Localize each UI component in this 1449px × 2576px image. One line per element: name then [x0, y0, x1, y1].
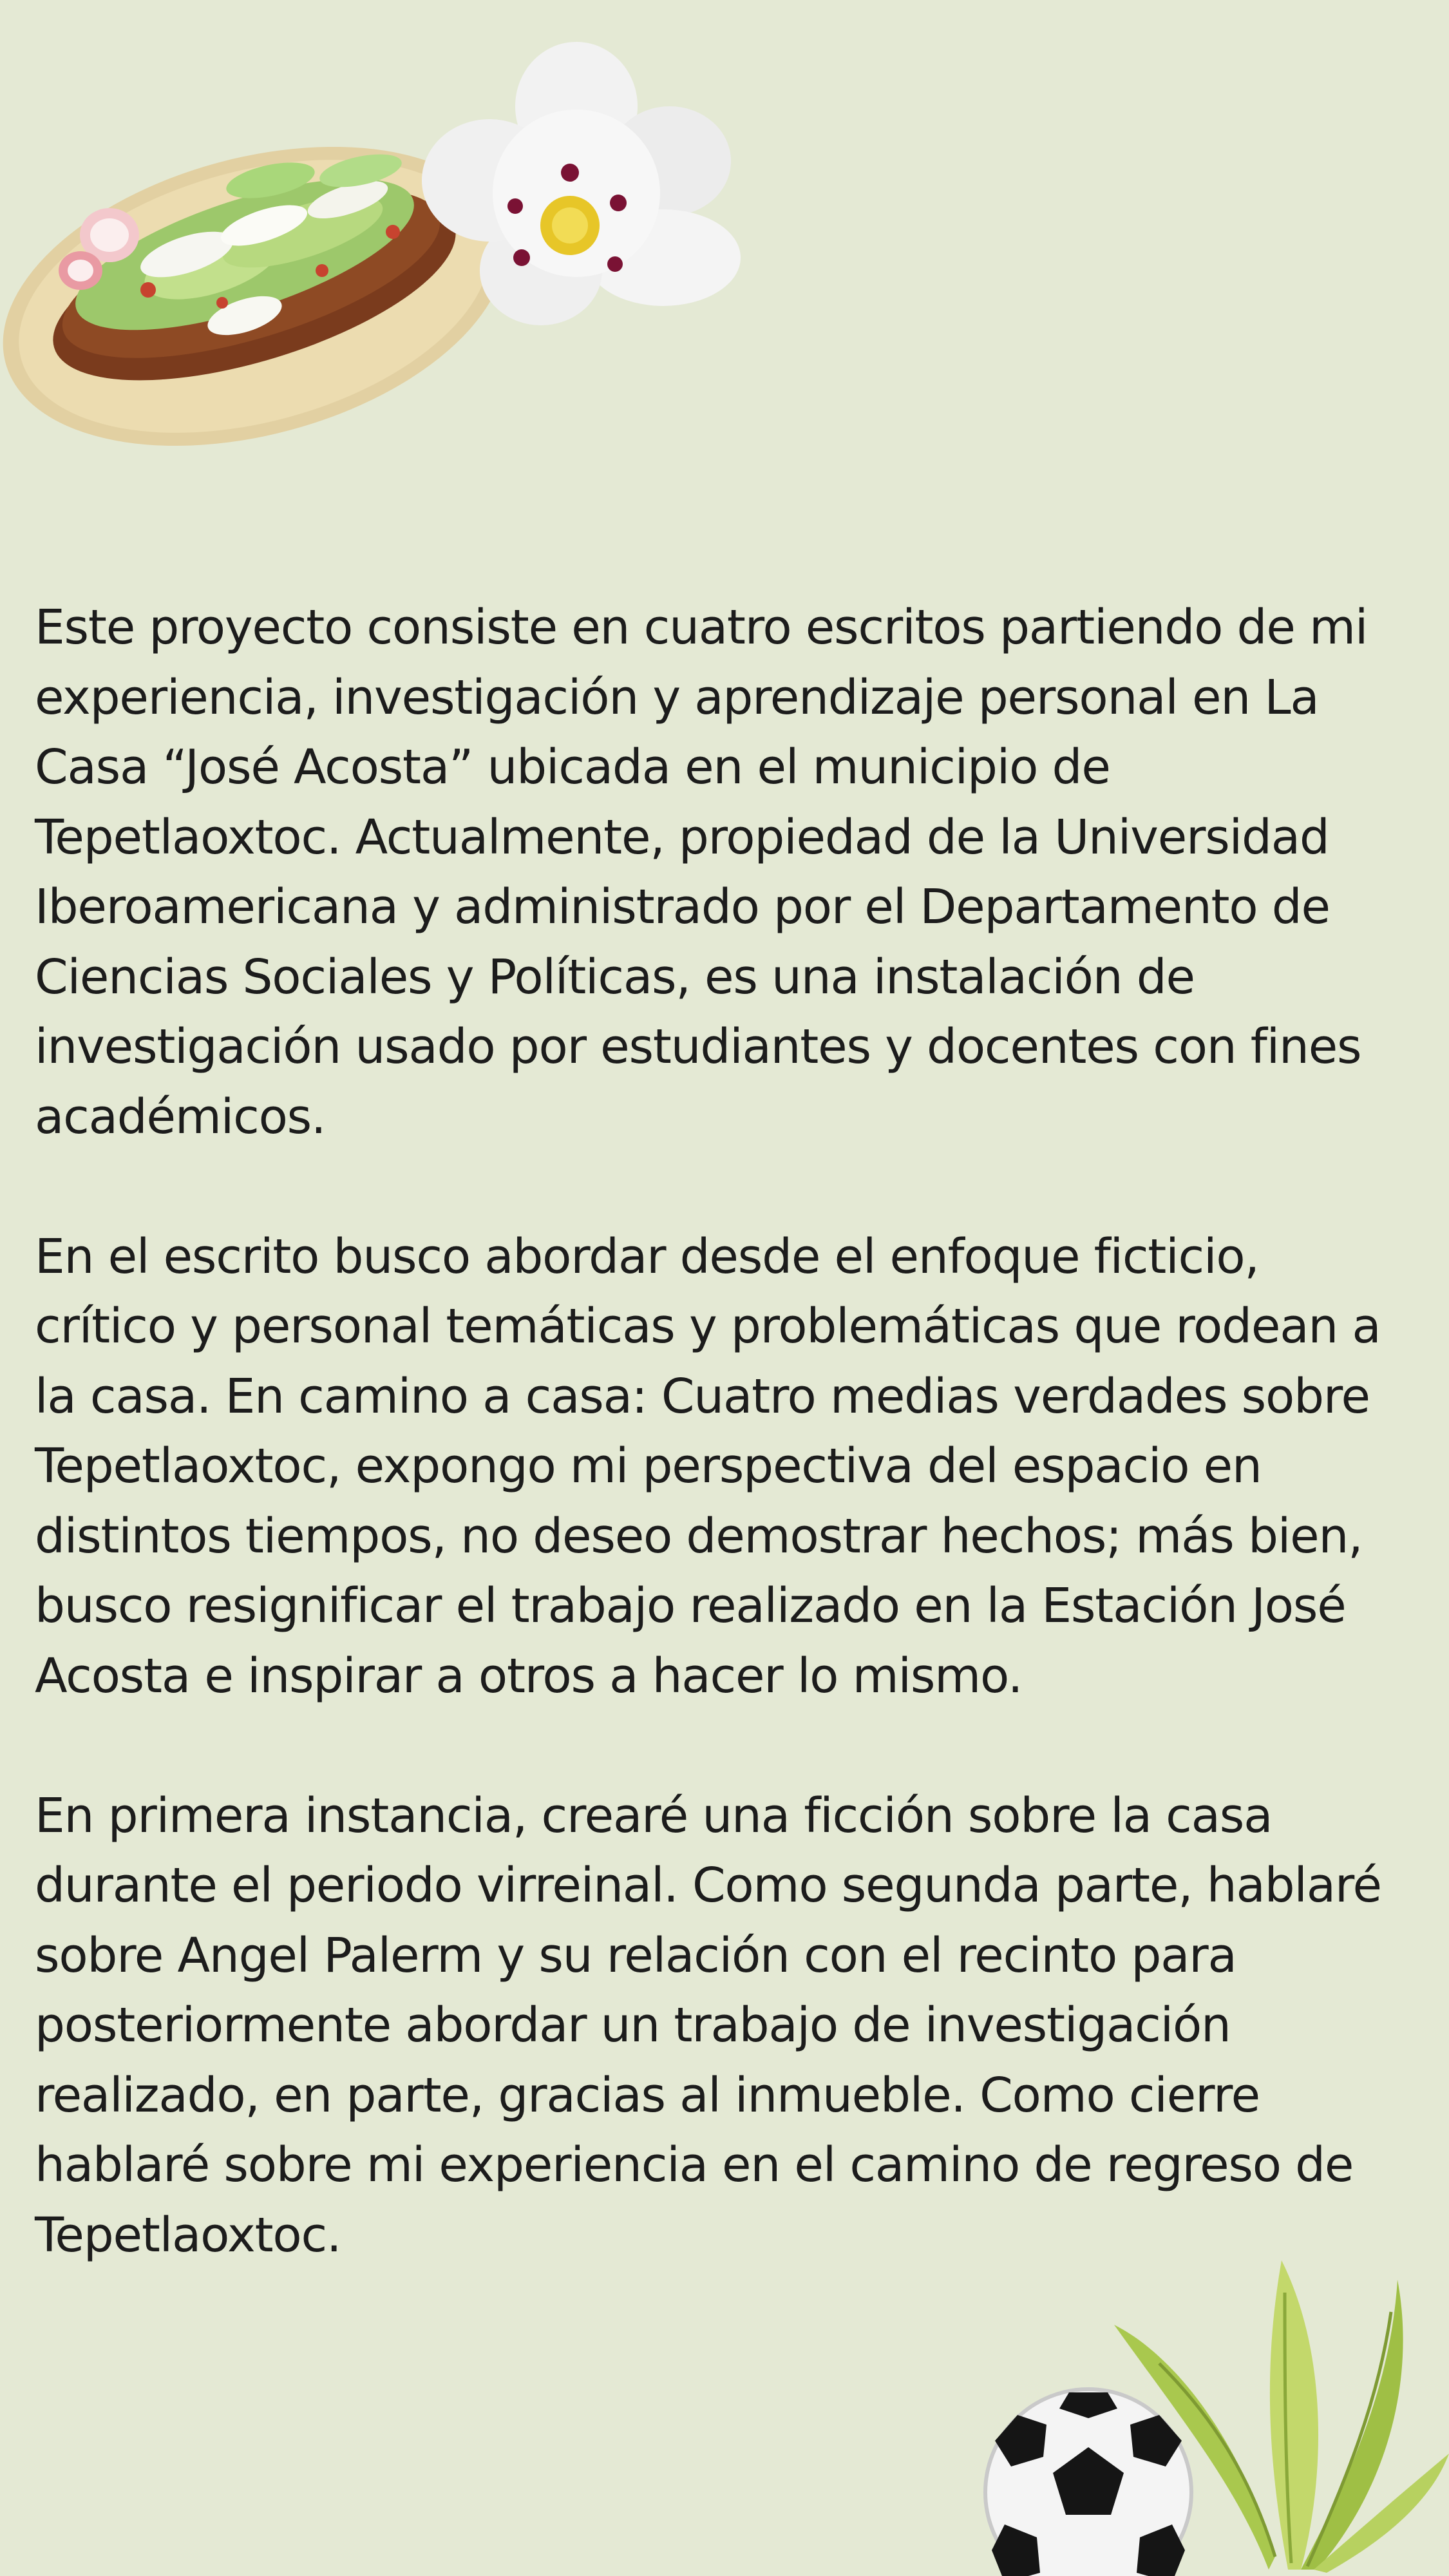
soccer-ball-image [985, 2389, 1191, 2576]
text-line: Tepetlaoxtoc. Actualmente, propiedad de la Universidad [35, 809, 1329, 865]
text-line: Ciencias Sociales y Políticas, es una instalación de [35, 949, 1195, 1005]
text-line: Tepetlaoxtoc. [35, 2207, 341, 2263]
text-line: hablaré sobre mi experiencia en el camino de regreso de [35, 2137, 1354, 2193]
text-line: posteriormente abordar un trabajo de investigación [35, 1998, 1231, 2053]
text-line: experiencia, investigación y aprendizaje personal en La [35, 669, 1319, 725]
text-line: crítico y personal temáticas y problemáticas que rodean a [35, 1299, 1381, 1354]
paragraph-intro [35, 593, 1419, 1152]
text-line: la casa. En camino a casa: Cuatro medias verdades sobre [35, 1368, 1370, 1424]
paragraph-approach [35, 1222, 1419, 1712]
text-line: En primera instancia, crearé una ficción sobre la casa [35, 1788, 1273, 1844]
text-line: En el escrito busco abordar desde el enfoque ficticio, [35, 1228, 1259, 1284]
text-line: Iberoamericana y administrado por el Departamento de [35, 879, 1330, 935]
text-line: realizado, en parte, gracias al inmueble. Como cierre [35, 2067, 1260, 2123]
text-line: Acosta e inspirar a otros a hacer lo mismo. [35, 1648, 1023, 1704]
text-line: académicos. [35, 1089, 326, 1145]
body-text [35, 593, 1419, 2340]
text-line: investigación usado por estudiantes y docentes con fines [35, 1019, 1361, 1074]
text-line: busco resignificar el trabajo realizado en la Estación José [35, 1578, 1346, 1634]
text-line: distintos tiempos, no deseo demostrar hechos; más bien, [35, 1508, 1363, 1564]
paragraph-structure [35, 1781, 1419, 2271]
text-line: Tepetlaoxtoc, expongo mi perspectiva del espacio en [35, 1438, 1262, 1494]
text-line: Este proyecto consiste en cuatro escritos partiendo de mi [35, 600, 1368, 655]
text-line: sobre Angel Palerm y su relación con el recinto para [35, 1927, 1236, 1983]
bottom-illustration [966, 2254, 1449, 2576]
text-line: Casa “José Acosta” ubicada en el municipio de [35, 739, 1110, 795]
text-line: durante el periodo virreinal. Como segunda parte, hablaré [35, 1858, 1381, 1913]
top-illustration [0, 0, 773, 464]
